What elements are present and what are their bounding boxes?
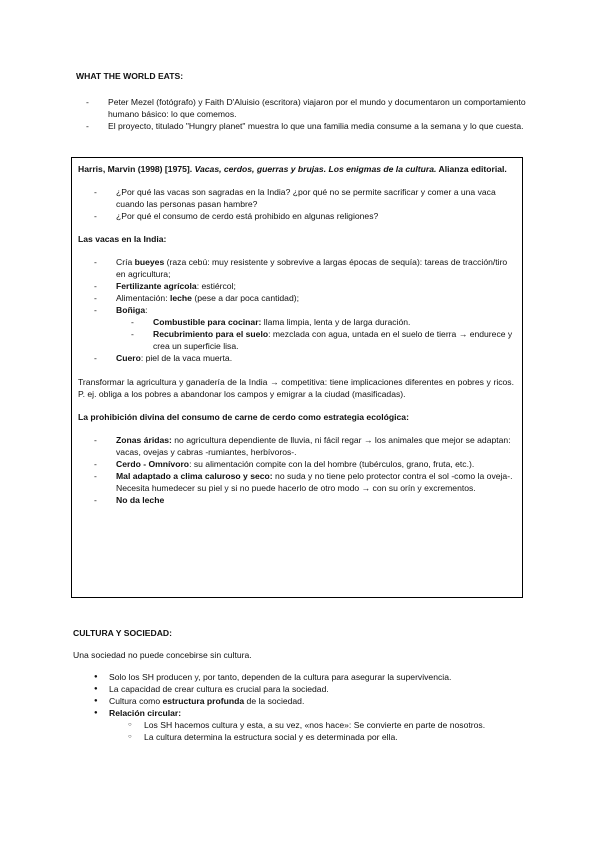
pig-list — [116, 434, 514, 506]
transform-paragraph: Transformar la agricultura y ganadería de la India → competitiva: tiene implicaciones diferentes en pobres y ricos. P. ej. obliga a los pobres a abandonar los campos y emigrar a la ciudad (masificadas). — [78, 377, 514, 399]
circular-sublist — [144, 719, 527, 743]
list-item: - Zonas áridas: no agricultura dependiente de lluvia, ni fácil regar → los animales que mejor se adaptan: vacas, ovejas y cabras -rumiantes, herbívoros-. — [116, 434, 514, 458]
list-item: - Fertilizante agrícola: estiércol; — [116, 280, 514, 292]
list-item: - Alimentación: leche (pese a dar poca cantidad); — [116, 292, 514, 304]
bonia-sublist — [153, 316, 514, 352]
list-item: - ¿Por qué el consumo de cerdo está prohibido en algunas religiones? — [116, 210, 514, 222]
list-item: - No da leche — [116, 494, 514, 506]
citation-title: Vacas, cerdos, guerras y brujas. Los enigmas de la cultura. — [194, 164, 437, 174]
questions-list — [116, 186, 514, 222]
list-item: ○ La cultura determina la estructura social y es determinada por ella. — [144, 731, 527, 743]
india-heading: Las vacas en la India: — [78, 234, 167, 244]
india-list — [116, 256, 514, 364]
list-item: - Recubrimiento para el suelo: mezclada con agua, untada en el suelo de tierra → endurece y crea un superficie lisa. — [153, 328, 514, 352]
list-item: - Cuero: piel de la vaca muerta. — [116, 352, 514, 364]
list-item: ● Solo los SH producen y, por tanto, dependen de la cultura para asegurar la supervivencia. — [109, 671, 527, 683]
list-item: ● La capacidad de crear cultura es crucial para la sociedad. — [109, 683, 527, 695]
list-item: - Cría bueyes (raza cebú: muy resistente y sobrevive a largas épocas de sequía): tareas de tracción/tiro en agricultura; — [116, 256, 514, 280]
list-item: - Peter Mezel (fotógrafo) y Faith D'Aluisio (escritora) viajaron por el mundo y documentaron un comportamiento humano básico: lo que comemos. — [108, 96, 528, 120]
cultura-intro: Una sociedad no puede concebirse sin cultura. — [73, 650, 252, 660]
world-eats-list — [108, 96, 528, 132]
section-title-world-eats: WHAT THE WORLD EATS: — [76, 71, 184, 81]
citation-publisher: Alianza editorial. — [438, 164, 507, 174]
list-item: - Cerdo - Omnívoro: su alimentación compite con la del hombre (tubérculos, grano, fruta, etc.). — [116, 458, 514, 470]
list-item: - ¿Por qué las vacas son sagradas en la India? ¿por qué no se permite sacrificar y comer a una vaca cuando las personas pasan hambre? — [116, 186, 514, 210]
citation — [78, 163, 514, 175]
cultura-bullets — [109, 671, 527, 743]
list-item: ○ Los SH hacemos cultura y esta, a su vez, «nos hace»: Se convierte en parte de nosotros. — [144, 719, 527, 731]
pig-heading: La prohibición divina del consumo de carne de cerdo como estrategia ecológica: — [78, 412, 409, 422]
reading-note-box — [71, 157, 523, 598]
citation-author: Harris, Marvin (1998) [1975]. — [78, 164, 193, 174]
list-item: ● Cultura como estructura profunda de la sociedad. — [109, 695, 527, 707]
list-item: - Mal adaptado a clima caluroso y seco: no suda y no tiene pelo protector contra el sol -como la oveja-. Necesita humedecer su piel y si no puede hacerlo de otro modo → con su orín y excrementos. — [116, 470, 514, 494]
list-item: ● Relación circular: ○ Los SH hacemos cultura y esta, a su vez, «nos hace»: Se convierte en parte de nosotros. ○ La cultura determina la estructura social y es determinada por ella. — [109, 707, 527, 743]
section-title-cultura: CULTURA Y SOCIEDAD: — [73, 628, 172, 638]
list-item: - Combustible para cocinar: llama limpia, lenta y de larga duración. — [153, 316, 514, 328]
list-item: - Boñiga: - Combustible para cocinar: llama limpia, lenta y de larga duración. - Recubrimiento para el suelo: mezclada con agua, untada en el suelo de tierra → endurece y crea un superficie lisa. — [116, 304, 514, 352]
list-item: - El proyecto, titulado "Hungry planet" muestra lo que una familia media consume a la semana y lo que cuesta. — [108, 120, 528, 132]
